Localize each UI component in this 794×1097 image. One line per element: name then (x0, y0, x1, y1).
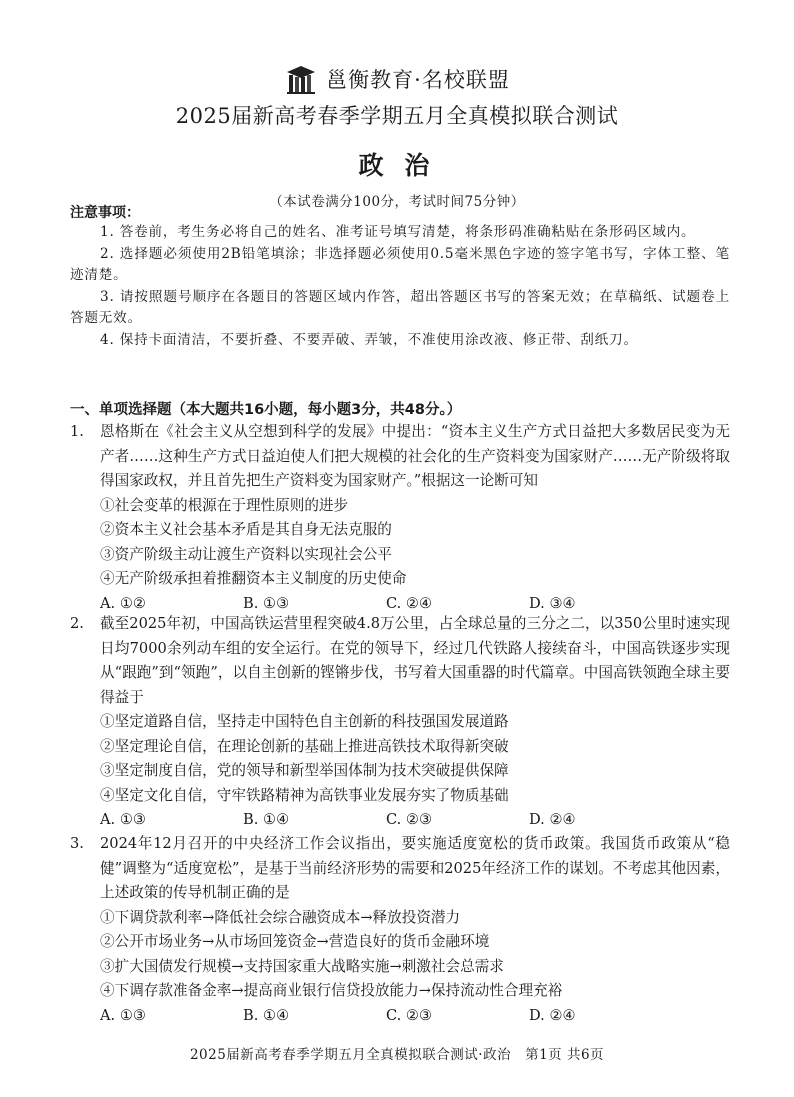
subject-title: 政 治 (358, 151, 436, 180)
choice-c: C. ②④ (386, 594, 433, 612)
question-stem (70, 420, 730, 494)
question-text: 恩格斯在《社会主义从空想到科学的发展》中提出：“资本主义生产方式日益把大多数居民变为无产者……这种生产方式日益迫使人们把大规模的社会化的生产资料变为国家财产……无产阶级将取得国家政权，并且首先把生产资料变为国家财产。”根据这一论断可知 (100, 423, 730, 489)
question-1 (70, 420, 730, 616)
question-number: 1. (70, 423, 84, 440)
choice-b: B. ①④ (243, 1006, 290, 1024)
question-stem (70, 612, 730, 710)
statement-option: ③资产阶级主动让渡生产资料以实现社会公平 (100, 545, 392, 563)
page-footer: 2025届新高考春季学期五月全真模拟联合测试·政治 第1页 共6页 (189, 1047, 605, 1063)
answer-choices (70, 808, 730, 833)
choice-d: D. ③④ (529, 594, 576, 612)
statement-option: ②公开市场业务→从市场回笼资金→营造良好的货币金融环境 (100, 933, 490, 950)
notes-section (70, 202, 730, 351)
choice-a: A. ①② (100, 594, 146, 612)
statement-option: ④下调存款准备金率→提高商业银行信贷投放能力→保持流动性合理充裕 (100, 982, 563, 999)
question-2 (70, 612, 730, 833)
choice-a: A. ①③ (100, 1006, 146, 1024)
choice-b: B. ①③ (243, 594, 290, 612)
statement-option: ③扩大国债发行规模→支持国家重大战略实施→刺激社会总需求 (100, 957, 504, 975)
choice-c: C. ②③ (386, 1006, 433, 1024)
statement-option: ④无产阶级承担着推翻资本主义制度的历史使命 (100, 570, 407, 587)
statement-option: ②坚定理论自信，在理论创新的基础上推进高铁技术取得新突破 (100, 737, 509, 755)
choice-c: C. ②③ (386, 811, 433, 828)
choice-b: B. ①④ (243, 811, 290, 828)
statement-option: ④坚定文化自信，守牢铁路精神为高铁事业发展夯实了物质基础 (100, 786, 509, 804)
exam-header (0, 62, 794, 210)
statement-option: ②资本主义社会基本矛盾是其自身无法克服的 (100, 521, 392, 538)
choice-d: D. ②④ (529, 811, 576, 828)
brand-name: 邕衡教育·名校联盟 (326, 68, 510, 92)
exam-title: 2025届新高考春季学期五月全真模拟联合测试 (175, 104, 619, 128)
question-3 (70, 832, 730, 1028)
note-item: 3. 请按照题号顺序在各题目的答题区域内作答，超出答题区书写的答案无效；在草稿纸、试题卷上答题无效。 (70, 288, 730, 326)
section-title: 一、单项选择题（本大题共16小题，每小题3分，共48分。） (70, 402, 462, 418)
answer-choices (70, 1004, 730, 1029)
question-stem (70, 832, 730, 906)
statement-option: ①下调贷款利率→降低社会综合融资成本→释放投资潜力 (100, 908, 461, 926)
note-item: 4. 保持卡面清洁，不要折叠、不要弄破、弄皱，不准使用涂改液、修正带、刮纸刀。 (100, 331, 638, 348)
statement-option: ③坚定制度自信，党的领导和新型举国体制为技术突破提供保障 (100, 762, 509, 779)
question-text: 截至2025年初，中国高铁运营里程突破4.8万公里，占全球总量的三分之二，以350公里时速实现日均7000余列动车组的安全运行。在党的领导下，经过几代铁路人接续奋斗，中国高铁逐步实现从“跟跑”到“领跑”，以自主创新的铿锵步伐，书写着大国重器的时代篇章。中国高铁领跑全球主要得益于 (100, 615, 730, 706)
note-item: 2. 选择题必须使用2B铅笔填涂；非选择题必须使用0.5毫米黑色字迹的签字笔书写，字体工整、笔迹清楚。 (70, 245, 730, 283)
choice-a: A. ①③ (100, 811, 146, 828)
question-number: 3. (70, 835, 84, 852)
notes-title: 注意事项： (70, 205, 140, 221)
question-text: 2024年12月召开的中央经济工作会议指出，要实施适度宽松的货币政策。我国货币政策从“稳健”调整为“适度宽松”，是基于当前经济形势的需要和2025年经济工作的谋划。不考虑其他因素，上述政策的传导机制正确的是 (100, 835, 730, 901)
brand-row (0, 62, 794, 96)
exam-info: （本试卷满分100分，考试时间75分钟） (269, 194, 525, 210)
question-number: 2. (70, 615, 84, 632)
note-item: 1. 答卷前，考生务必将自己的姓名、准考证号填写清楚，将条形码准确粘贴在条形码区域内。 (100, 224, 696, 240)
statement-option: ①坚定道路自信，坚持走中国特色自主创新的科技强国发展道路 (100, 713, 509, 730)
statement-option: ①社会变革的根源在于理性原则的进步 (100, 496, 349, 514)
choice-d: D. ②④ (529, 1006, 576, 1024)
books-logo-icon (284, 62, 318, 96)
